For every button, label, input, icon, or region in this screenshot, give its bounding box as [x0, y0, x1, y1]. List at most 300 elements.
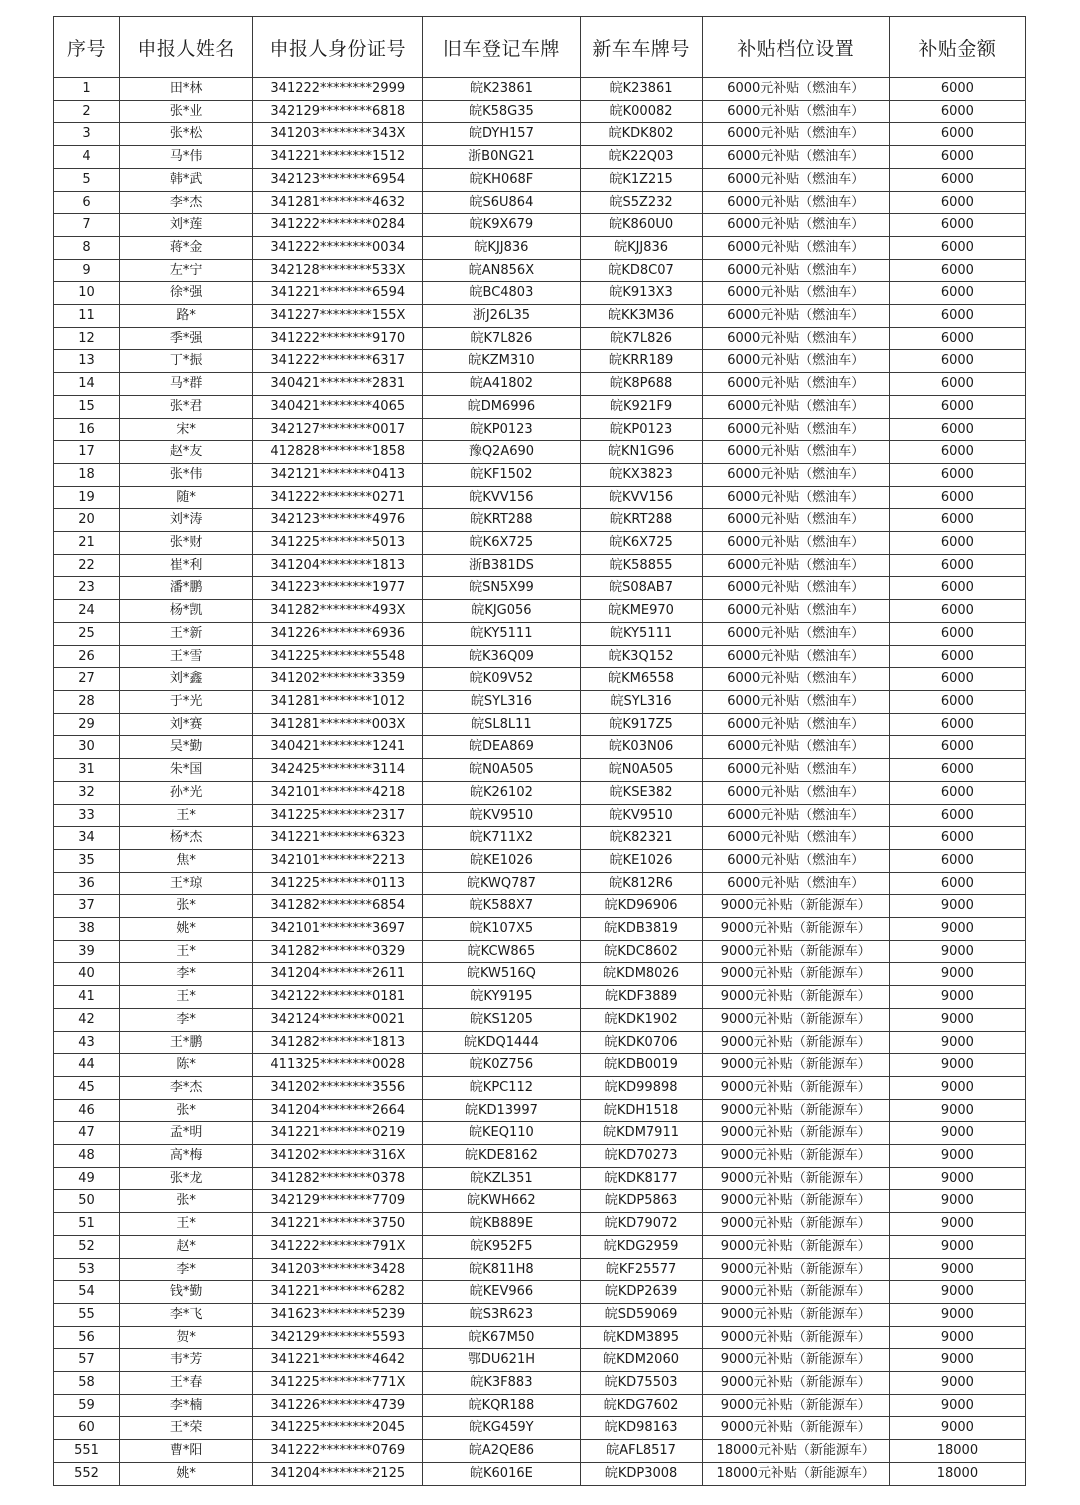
cell-subsidy-tier: 6000元补贴（燃油车）	[702, 259, 889, 282]
cell-id-number: 342122********0181	[253, 986, 423, 1009]
cell-new-plate: 皖KDM8026	[580, 963, 702, 986]
cell-id-number: 340421********1241	[253, 736, 423, 759]
cell-index: 29	[54, 713, 120, 736]
cell-subsidy-amount: 9000	[889, 918, 1025, 941]
cell-subsidy-amount: 9000	[889, 1099, 1025, 1122]
cell-new-plate: 皖KDK0706	[580, 1031, 702, 1054]
header-applicant-name: 申报人姓名	[120, 17, 253, 78]
cell-old-plate: 皖DYH157	[423, 123, 580, 146]
table-row	[54, 1122, 1026, 1145]
cell-applicant-name: 朱*国	[120, 759, 253, 782]
cell-id-number: 341221********0219	[253, 1122, 423, 1145]
cell-index: 10	[54, 282, 120, 305]
cell-subsidy-amount: 6000	[889, 191, 1025, 214]
cell-id-number: 341222********0034	[253, 236, 423, 259]
cell-new-plate: 皖KDB3819	[580, 918, 702, 941]
table-row	[54, 759, 1026, 782]
cell-subsidy-amount: 6000	[889, 554, 1025, 577]
cell-subsidy-tier: 9000元补贴（新能源车）	[702, 918, 889, 941]
cell-old-plate: 皖KV9510	[423, 804, 580, 827]
cell-new-plate: 皖KD75503	[580, 1372, 702, 1395]
cell-old-plate: 浙J26L35	[423, 305, 580, 328]
cell-old-plate: 皖KG459Y	[423, 1417, 580, 1440]
cell-id-number: 341281********1012	[253, 690, 423, 713]
cell-index: 8	[54, 236, 120, 259]
cell-id-number: 341282********0329	[253, 940, 423, 963]
table-row	[54, 486, 1026, 509]
cell-subsidy-amount: 9000	[889, 1372, 1025, 1395]
table-row	[54, 1326, 1026, 1349]
cell-index: 3	[54, 123, 120, 146]
cell-index: 551	[54, 1440, 120, 1463]
cell-subsidy-amount: 6000	[889, 577, 1025, 600]
table-row	[54, 554, 1026, 577]
table-row	[54, 804, 1026, 827]
cell-old-plate: 皖N0A505	[423, 759, 580, 782]
cell-subsidy-amount: 6000	[889, 463, 1025, 486]
cell-index: 44	[54, 1054, 120, 1077]
cell-new-plate: 皖K82321	[580, 827, 702, 850]
cell-index: 25	[54, 622, 120, 645]
cell-new-plate: 皖KDF3889	[580, 986, 702, 1009]
cell-index: 50	[54, 1190, 120, 1213]
cell-old-plate: 皖KW516Q	[423, 963, 580, 986]
cell-new-plate: 皖S5Z232	[580, 191, 702, 214]
header-row	[54, 17, 1026, 78]
cell-id-number: 341282********0378	[253, 1167, 423, 1190]
cell-id-number: 341222********9170	[253, 327, 423, 350]
table-row	[54, 645, 1026, 668]
cell-subsidy-tier: 9000元补贴（新能源车）	[702, 1190, 889, 1213]
cell-new-plate: 皖KSE382	[580, 781, 702, 804]
cell-subsidy-amount: 6000	[889, 305, 1025, 328]
cell-id-number: 342129********6818	[253, 100, 423, 123]
cell-new-plate: 皖KRR189	[580, 350, 702, 373]
cell-old-plate: 皖S3R623	[423, 1303, 580, 1326]
cell-applicant-name: 张*财	[120, 532, 253, 555]
cell-subsidy-amount: 6000	[889, 486, 1025, 509]
cell-subsidy-amount: 6000	[889, 236, 1025, 259]
table-row	[54, 1076, 1026, 1099]
cell-subsidy-tier: 6000元补贴（燃油车）	[702, 418, 889, 441]
cell-subsidy-amount: 6000	[889, 849, 1025, 872]
cell-id-number: 341204********1813	[253, 554, 423, 577]
cell-old-plate: 皖A41802	[423, 373, 580, 396]
table-row	[54, 463, 1026, 486]
cell-index: 11	[54, 305, 120, 328]
cell-index: 60	[54, 1417, 120, 1440]
cell-subsidy-tier: 6000元补贴（燃油车）	[702, 350, 889, 373]
cell-id-number: 412828********1858	[253, 441, 423, 464]
cell-id-number: 342124********0021	[253, 1008, 423, 1031]
cell-index: 9	[54, 259, 120, 282]
cell-old-plate: 皖KEV966	[423, 1281, 580, 1304]
cell-subsidy-amount: 6000	[889, 532, 1025, 555]
cell-new-plate: 皖KDM3895	[580, 1326, 702, 1349]
cell-applicant-name: 刘*涛	[120, 509, 253, 532]
cell-applicant-name: 钱*勤	[120, 1281, 253, 1304]
cell-subsidy-tier: 9000元补贴（新能源车）	[702, 1303, 889, 1326]
cell-index: 54	[54, 1281, 120, 1304]
cell-index: 35	[54, 849, 120, 872]
table-row	[54, 849, 1026, 872]
table-row	[54, 441, 1026, 464]
cell-subsidy-amount: 9000	[889, 963, 1025, 986]
cell-id-number: 341203********3428	[253, 1258, 423, 1281]
cell-new-plate: 皖KN1G96	[580, 441, 702, 464]
cell-id-number: 341222********0284	[253, 214, 423, 237]
cell-subsidy-tier: 6000元补贴（燃油车）	[702, 509, 889, 532]
cell-subsidy-tier: 9000元补贴（新能源车）	[702, 1054, 889, 1077]
table-row	[54, 1394, 1026, 1417]
cell-subsidy-tier: 6000元补贴（燃油车）	[702, 713, 889, 736]
cell-id-number: 342128********533X	[253, 259, 423, 282]
cell-new-plate: 皖KVV156	[580, 486, 702, 509]
table-row	[54, 1031, 1026, 1054]
cell-id-number: 342123********4976	[253, 509, 423, 532]
cell-subsidy-amount: 9000	[889, 1258, 1025, 1281]
cell-subsidy-amount: 6000	[889, 100, 1025, 123]
cell-subsidy-tier: 6000元补贴（燃油车）	[702, 146, 889, 169]
cell-applicant-name: 李*杰	[120, 1076, 253, 1099]
table-row	[54, 622, 1026, 645]
cell-subsidy-amount: 6000	[889, 759, 1025, 782]
table-row	[54, 1145, 1026, 1168]
cell-index: 33	[54, 804, 120, 827]
cell-index: 49	[54, 1167, 120, 1190]
table-row	[54, 305, 1026, 328]
cell-old-plate: 皖K711X2	[423, 827, 580, 850]
cell-subsidy-amount: 6000	[889, 713, 1025, 736]
cell-new-plate: 皖KDM7911	[580, 1122, 702, 1145]
cell-index: 2	[54, 100, 120, 123]
cell-id-number: 340421********4065	[253, 395, 423, 418]
cell-index: 23	[54, 577, 120, 600]
table-row	[54, 100, 1026, 123]
cell-index: 28	[54, 690, 120, 713]
cell-old-plate: 皖KZM310	[423, 350, 580, 373]
cell-id-number: 341227********155X	[253, 305, 423, 328]
cell-subsidy-amount: 9000	[889, 1235, 1025, 1258]
cell-index: 16	[54, 418, 120, 441]
cell-new-plate: 皖K8P688	[580, 373, 702, 396]
cell-old-plate: 浙B0NG21	[423, 146, 580, 169]
cell-id-number: 342425********3114	[253, 759, 423, 782]
cell-subsidy-amount: 9000	[889, 1417, 1025, 1440]
cell-old-plate: 皖KRT288	[423, 509, 580, 532]
cell-old-plate: 皖K3F883	[423, 1372, 580, 1395]
cell-id-number: 342129********5593	[253, 1326, 423, 1349]
cell-subsidy-tier: 9000元补贴（新能源车）	[702, 1145, 889, 1168]
cell-subsidy-amount: 6000	[889, 282, 1025, 305]
cell-subsidy-tier: 6000元补贴（燃油车）	[702, 600, 889, 623]
table-row	[54, 282, 1026, 305]
cell-index: 40	[54, 963, 120, 986]
cell-id-number: 341221********1512	[253, 146, 423, 169]
cell-applicant-name: 杨*凯	[120, 600, 253, 623]
table-row	[54, 259, 1026, 282]
cell-index: 37	[54, 895, 120, 918]
cell-subsidy-amount: 9000	[889, 1008, 1025, 1031]
cell-index: 15	[54, 395, 120, 418]
cell-new-plate: 皖K3Q152	[580, 645, 702, 668]
cell-old-plate: 皖K811H8	[423, 1258, 580, 1281]
cell-subsidy-tier: 9000元补贴（新能源车）	[702, 1167, 889, 1190]
cell-old-plate: 皖K9X679	[423, 214, 580, 237]
cell-applicant-name: 韦*芳	[120, 1349, 253, 1372]
table-row	[54, 918, 1026, 941]
table-row	[54, 1235, 1026, 1258]
cell-applicant-name: 陈*	[120, 1054, 253, 1077]
cell-id-number: 340421********2831	[253, 373, 423, 396]
cell-old-plate: 皖SYL316	[423, 690, 580, 713]
cell-index: 43	[54, 1031, 120, 1054]
cell-subsidy-tier: 6000元补贴（燃油车）	[702, 305, 889, 328]
cell-index: 38	[54, 918, 120, 941]
cell-applicant-name: 王*	[120, 986, 253, 1009]
cell-applicant-name: 张*龙	[120, 1167, 253, 1190]
cell-new-plate: 皖KX3823	[580, 463, 702, 486]
cell-applicant-name: 于*光	[120, 690, 253, 713]
cell-subsidy-tier: 6000元补贴（燃油车）	[702, 690, 889, 713]
table-row	[54, 191, 1026, 214]
table-row	[54, 1372, 1026, 1395]
cell-id-number: 341225********2317	[253, 804, 423, 827]
header-old-plate: 旧车登记车牌	[423, 17, 580, 78]
cell-index: 34	[54, 827, 120, 850]
cell-subsidy-tier: 9000元补贴（新能源车）	[702, 1122, 889, 1145]
cell-applicant-name: 王*	[120, 940, 253, 963]
cell-new-plate: 皖KV9510	[580, 804, 702, 827]
table-row	[54, 1099, 1026, 1122]
table-row	[54, 214, 1026, 237]
cell-id-number: 341282********493X	[253, 600, 423, 623]
table-row	[54, 1008, 1026, 1031]
cell-subsidy-tier: 6000元补贴（燃油车）	[702, 282, 889, 305]
cell-id-number: 342101********3697	[253, 918, 423, 941]
cell-index: 45	[54, 1076, 120, 1099]
cell-subsidy-amount: 9000	[889, 895, 1025, 918]
cell-id-number: 341221********6323	[253, 827, 423, 850]
cell-subsidy-amount: 6000	[889, 509, 1025, 532]
cell-index: 59	[54, 1394, 120, 1417]
cell-new-plate: 皖S08AB7	[580, 577, 702, 600]
cell-applicant-name: 王*鹏	[120, 1031, 253, 1054]
cell-subsidy-amount: 6000	[889, 146, 1025, 169]
cell-applicant-name: 李*	[120, 1258, 253, 1281]
cell-applicant-name: 王*春	[120, 1372, 253, 1395]
cell-subsidy-tier: 6000元补贴（燃油车）	[702, 827, 889, 850]
cell-old-plate: 皖K952F5	[423, 1235, 580, 1258]
cell-id-number: 341222********791X	[253, 1235, 423, 1258]
cell-index: 56	[54, 1326, 120, 1349]
cell-index: 21	[54, 532, 120, 555]
cell-subsidy-tier: 6000元补贴（燃油车）	[702, 463, 889, 486]
cell-subsidy-amount: 9000	[889, 1394, 1025, 1417]
cell-applicant-name: 潘*鹏	[120, 577, 253, 600]
cell-id-number: 341225********771X	[253, 1372, 423, 1395]
table-row	[54, 600, 1026, 623]
table-row	[54, 168, 1026, 191]
table-row	[54, 895, 1026, 918]
cell-new-plate: 皖KDG7602	[580, 1394, 702, 1417]
cell-applicant-name: 高*梅	[120, 1145, 253, 1168]
cell-new-plate: 皖KDB0019	[580, 1054, 702, 1077]
cell-subsidy-tier: 6000元补贴（燃油车）	[702, 668, 889, 691]
cell-old-plate: 皖SN5X99	[423, 577, 580, 600]
cell-id-number: 342121********0413	[253, 463, 423, 486]
table-row	[54, 827, 1026, 850]
cell-subsidy-tier: 9000元补贴（新能源车）	[702, 1326, 889, 1349]
cell-index: 55	[54, 1303, 120, 1326]
cell-subsidy-amount: 9000	[889, 1167, 1025, 1190]
cell-old-plate: 皖KE1026	[423, 849, 580, 872]
cell-index: 53	[54, 1258, 120, 1281]
cell-subsidy-amount: 9000	[889, 1122, 1025, 1145]
cell-subsidy-amount: 18000	[889, 1462, 1025, 1485]
cell-new-plate: 皖KRT288	[580, 509, 702, 532]
table-row	[54, 690, 1026, 713]
cell-new-plate: 皖KD8C07	[580, 259, 702, 282]
subsidy-table-container	[53, 16, 1026, 1486]
cell-subsidy-tier: 6000元补贴（燃油车）	[702, 373, 889, 396]
cell-index: 5	[54, 168, 120, 191]
cell-subsidy-amount: 6000	[889, 168, 1025, 191]
cell-applicant-name: 马*伟	[120, 146, 253, 169]
cell-id-number: 341222********0271	[253, 486, 423, 509]
cell-old-plate: 皖KS1205	[423, 1008, 580, 1031]
cell-new-plate: 皖K1Z215	[580, 168, 702, 191]
cell-id-number: 341225********2045	[253, 1417, 423, 1440]
cell-new-plate: 皖K7L826	[580, 327, 702, 350]
cell-applicant-name: 左*宁	[120, 259, 253, 282]
cell-old-plate: 皖K6016E	[423, 1462, 580, 1485]
cell-applicant-name: 韩*武	[120, 168, 253, 191]
cell-old-plate: 皖K107X5	[423, 918, 580, 941]
cell-old-plate: 皖K36Q09	[423, 645, 580, 668]
cell-new-plate: 皖KE1026	[580, 849, 702, 872]
cell-index: 6	[54, 191, 120, 214]
cell-applicant-name: 路*	[120, 305, 253, 328]
cell-applicant-name: 杨*杰	[120, 827, 253, 850]
cell-old-plate: 皖BC4803	[423, 282, 580, 305]
cell-index: 47	[54, 1122, 120, 1145]
table-row	[54, 1213, 1026, 1236]
cell-applicant-name: 孟*明	[120, 1122, 253, 1145]
cell-old-plate: 皖S6U864	[423, 191, 580, 214]
cell-id-number: 342101********4218	[253, 781, 423, 804]
cell-index: 24	[54, 600, 120, 623]
cell-applicant-name: 王*	[120, 804, 253, 827]
cell-index: 41	[54, 986, 120, 1009]
cell-index: 27	[54, 668, 120, 691]
cell-old-plate: 皖KQR188	[423, 1394, 580, 1417]
cell-subsidy-amount: 6000	[889, 827, 1025, 850]
cell-applicant-name: 张*	[120, 895, 253, 918]
cell-index: 19	[54, 486, 120, 509]
cell-old-plate: 皖KY9195	[423, 986, 580, 1009]
cell-index: 22	[54, 554, 120, 577]
cell-subsidy-amount: 9000	[889, 986, 1025, 1009]
cell-old-plate: 皖KJJ836	[423, 236, 580, 259]
cell-new-plate: 皖KK3M36	[580, 305, 702, 328]
cell-subsidy-tier: 6000元补贴（燃油车）	[702, 168, 889, 191]
cell-applicant-name: 马*群	[120, 373, 253, 396]
cell-id-number: 341221********6282	[253, 1281, 423, 1304]
cell-subsidy-tier: 9000元补贴（新能源车）	[702, 1031, 889, 1054]
cell-id-number: 341226********6936	[253, 622, 423, 645]
cell-old-plate: 皖K09V52	[423, 668, 580, 691]
cell-subsidy-tier: 9000元补贴（新能源车）	[702, 1076, 889, 1099]
cell-applicant-name: 丁*振	[120, 350, 253, 373]
cell-applicant-name: 赵*友	[120, 441, 253, 464]
cell-subsidy-tier: 6000元补贴（燃油车）	[702, 577, 889, 600]
cell-id-number: 341221********3750	[253, 1213, 423, 1236]
cell-subsidy-tier: 9000元补贴（新能源车）	[702, 1349, 889, 1372]
cell-applicant-name: 张*伟	[120, 463, 253, 486]
cell-subsidy-amount: 6000	[889, 600, 1025, 623]
table-body	[54, 78, 1026, 1486]
cell-applicant-name: 王*新	[120, 622, 253, 645]
cell-subsidy-amount: 9000	[889, 1031, 1025, 1054]
cell-id-number: 341202********3359	[253, 668, 423, 691]
cell-subsidy-tier: 9000元补贴（新能源车）	[702, 940, 889, 963]
cell-subsidy-amount: 6000	[889, 622, 1025, 645]
cell-new-plate: 皖KP0123	[580, 418, 702, 441]
cell-old-plate: 皖KY5111	[423, 622, 580, 645]
cell-subsidy-tier: 9000元补贴（新能源车）	[702, 986, 889, 1009]
cell-old-plate: 皖K26102	[423, 781, 580, 804]
header-subsidy-tier: 补贴档位设置	[702, 17, 889, 78]
cell-old-plate: 皖K7L826	[423, 327, 580, 350]
table-row	[54, 713, 1026, 736]
cell-new-plate: 皖K921F9	[580, 395, 702, 418]
cell-applicant-name: 李*	[120, 1008, 253, 1031]
table-row	[54, 1462, 1026, 1485]
cell-applicant-name: 赵*	[120, 1235, 253, 1258]
cell-applicant-name: 李*	[120, 963, 253, 986]
cell-new-plate: 皖K860U0	[580, 214, 702, 237]
cell-subsidy-amount: 6000	[889, 645, 1025, 668]
cell-index: 57	[54, 1349, 120, 1372]
cell-applicant-name: 张*	[120, 1099, 253, 1122]
cell-new-plate: 皖KDC8602	[580, 940, 702, 963]
cell-old-plate: 浙B381DS	[423, 554, 580, 577]
cell-subsidy-tier: 9000元补贴（新能源车）	[702, 1099, 889, 1122]
cell-applicant-name: 田*林	[120, 78, 253, 101]
cell-subsidy-tier: 6000元补贴（燃油车）	[702, 872, 889, 895]
cell-old-plate: 皖KB889E	[423, 1213, 580, 1236]
table-row	[54, 1054, 1026, 1077]
cell-subsidy-amount: 6000	[889, 668, 1025, 691]
cell-id-number: 341221********4642	[253, 1349, 423, 1372]
cell-subsidy-tier: 18000元补贴（新能源车）	[702, 1440, 889, 1463]
cell-old-plate: 皖K588X7	[423, 895, 580, 918]
cell-id-number: 342129********7709	[253, 1190, 423, 1213]
cell-subsidy-tier: 9000元补贴（新能源车）	[702, 1372, 889, 1395]
cell-index: 48	[54, 1145, 120, 1168]
table-row	[54, 1190, 1026, 1213]
cell-index: 7	[54, 214, 120, 237]
cell-subsidy-amount: 9000	[889, 1349, 1025, 1372]
cell-subsidy-amount: 9000	[889, 1190, 1025, 1213]
cell-subsidy-tier: 6000元补贴（燃油车）	[702, 804, 889, 827]
cell-new-plate: 皖KD79072	[580, 1213, 702, 1236]
cell-index: 4	[54, 146, 120, 169]
cell-id-number: 341222********6317	[253, 350, 423, 373]
cell-subsidy-tier: 6000元补贴（燃油车）	[702, 781, 889, 804]
cell-index: 52	[54, 1235, 120, 1258]
